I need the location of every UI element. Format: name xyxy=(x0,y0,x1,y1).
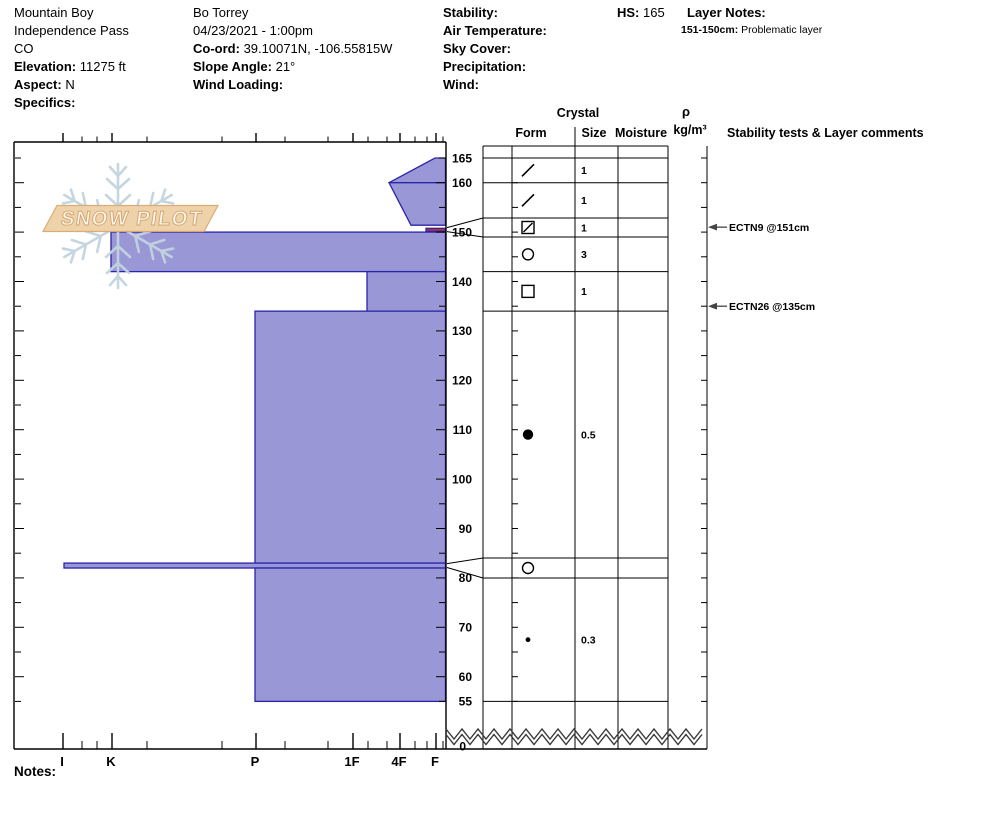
elevation-row: Elevation: 11275 ft xyxy=(14,59,126,74)
test-arrow-icon xyxy=(708,303,717,310)
depth-label-ground: 0 xyxy=(459,739,466,754)
slope-angle-row: Slope Angle: 21° xyxy=(193,59,296,74)
snow-height-block xyxy=(617,4,665,22)
air-temp-row: Air Temperature: xyxy=(443,23,547,38)
precipitation-row: Precipitation: xyxy=(443,59,527,74)
aspect-row: Aspect: N xyxy=(14,77,75,92)
observer-info-block xyxy=(193,4,392,94)
specifics-row: Specifics: xyxy=(14,95,76,110)
grain-form-fine-rounded-grains-icon xyxy=(526,638,529,641)
depth-label-130: 130 xyxy=(451,324,472,339)
layer-notes-label: Layer Notes: xyxy=(687,5,766,20)
depth-label-110: 110 xyxy=(452,423,472,437)
grain-size-value: 3 xyxy=(581,249,587,262)
test-arrow-icon xyxy=(708,224,717,231)
grain-size-value: 0.3 xyxy=(581,634,596,647)
depth-label-160: 160 xyxy=(451,176,472,190)
depth-label-90: 90 xyxy=(458,521,472,536)
hs-label: HS: xyxy=(617,5,640,20)
wind-loading-row: Wind Loading: xyxy=(193,77,284,92)
stability-test-label: ECTN26 @135cm xyxy=(729,301,816,314)
hardness-label-F: F xyxy=(431,754,439,769)
layer-bar-165-160 xyxy=(389,158,446,183)
stratigraphy-table xyxy=(447,104,924,754)
layer-bar-82-55 xyxy=(255,568,446,701)
col-header-crystal: Crystal xyxy=(556,106,600,120)
logo-text: SNOW PILOT xyxy=(59,208,205,230)
hardness-bars xyxy=(64,158,446,701)
site-state: CO xyxy=(14,41,34,56)
col-header-comments: Stability tests & Layer comments xyxy=(727,126,924,140)
grain-size-value: 1 xyxy=(581,222,587,235)
layer-notes-block xyxy=(687,4,766,22)
col-header-density-rho: ρ xyxy=(681,104,691,119)
stability-test-label: ECTN9 @151cm xyxy=(729,222,810,235)
layer-bar-134-83 xyxy=(255,311,446,563)
depth-label-140: 140 xyxy=(451,274,472,289)
hardness-label-1F: 1F xyxy=(344,754,360,769)
stability-row: Stability: xyxy=(443,5,498,20)
col-header-form: Form xyxy=(515,126,547,140)
wind-row: Wind: xyxy=(443,77,479,92)
layer-bar-142-134 xyxy=(367,272,446,312)
col-header-density-units: kg/m³ xyxy=(673,123,707,137)
depth-label-60: 60 xyxy=(458,670,472,684)
observer-name: Bo Torrey xyxy=(193,5,249,20)
depth-label-80: 80 xyxy=(458,571,472,586)
weather-info-block xyxy=(443,4,547,94)
depth-label-120: 120 xyxy=(451,373,472,388)
grain-form-decomposing-fragments-icon xyxy=(522,194,534,206)
grain-form-rounding-facets-icon xyxy=(524,223,533,232)
grain-size-value: 0.5 xyxy=(581,429,596,442)
layer-bar-83-82 xyxy=(64,563,446,568)
notes-label: Notes: xyxy=(14,764,57,779)
grain-size-value: 1 xyxy=(581,195,587,208)
sky-cover-row: Sky Cover: xyxy=(443,41,511,56)
grain-form-rounds-icon xyxy=(523,249,534,260)
hardness-label-4F: 4F xyxy=(391,754,407,769)
site-info-block xyxy=(14,4,129,112)
grain-form-facets-icon xyxy=(522,285,534,297)
hardness-label-P: P xyxy=(250,754,260,769)
col-header-moisture: Moisture xyxy=(614,126,668,140)
grain-form-decomposing-fragments-icon xyxy=(522,164,534,176)
layer-bar-151-150 xyxy=(426,228,446,231)
layer-note-item: 151-150cm: Problematic layer xyxy=(681,24,823,36)
hardness-label-K: K xyxy=(106,754,116,769)
grain-form-rounds-icon xyxy=(523,563,534,574)
depth-label-165: 165 xyxy=(451,151,472,166)
hardness-label-I: I xyxy=(60,754,64,769)
depth-label-150: 150 xyxy=(451,225,472,240)
pit-datetime: 04/23/2021 - 1:00pm xyxy=(193,23,313,38)
coord-row: Co-ord: 39.10071N, -106.55815W xyxy=(193,41,393,56)
site-area: Independence Pass xyxy=(14,23,129,38)
grain-size-value: 1 xyxy=(581,286,587,299)
depth-label-70: 70 xyxy=(458,620,472,635)
depth-label-100: 100 xyxy=(451,472,472,487)
grain-form-rounded-grains-icon xyxy=(524,430,533,439)
hs-value: 165 xyxy=(643,5,665,20)
annotations xyxy=(446,222,815,744)
layer-bar-160-151 xyxy=(389,183,446,226)
depth-label-55: 55 xyxy=(458,694,472,709)
site-name: Mountain Boy xyxy=(14,5,94,20)
col-header-size: Size xyxy=(581,126,607,140)
grain-size-value: 1 xyxy=(581,165,587,178)
